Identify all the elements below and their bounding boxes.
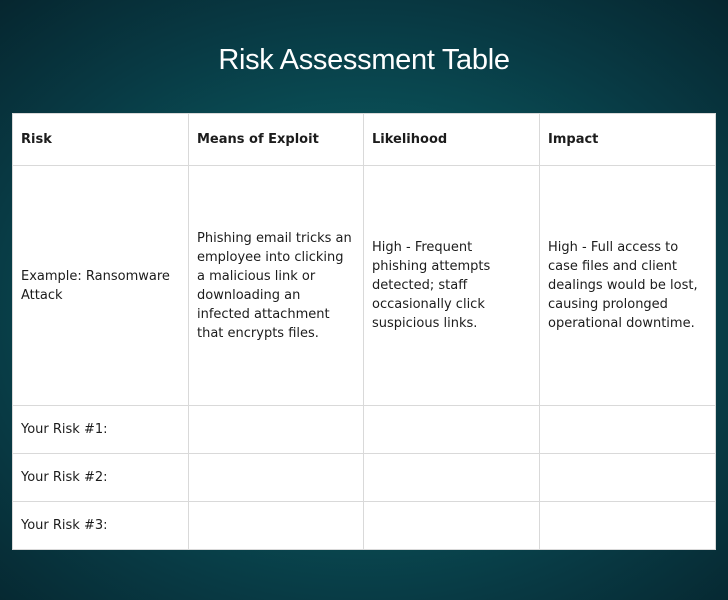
- table-row: [13, 502, 716, 550]
- impact-cell[interactable]: [540, 502, 716, 550]
- risk-cell: Your Risk #3:: [13, 502, 189, 550]
- means-cell[interactable]: [189, 502, 364, 550]
- risk-assessment-table: [12, 113, 716, 550]
- page-title: Risk Assessment Table: [218, 44, 510, 76]
- example-risk-cell: Example: Ransomware Attack: [13, 166, 189, 406]
- impact-cell[interactable]: [540, 406, 716, 454]
- risk-cell: Your Risk #1:: [13, 406, 189, 454]
- header-impact: Impact: [540, 114, 716, 166]
- example-means-cell: Phishing email tricks an employee into clicking a malicious link or downloading an infected attachment that encrypts files.: [189, 166, 364, 406]
- table-row: [13, 454, 716, 502]
- table-header-row: [13, 114, 716, 166]
- likelihood-cell[interactable]: [364, 454, 540, 502]
- table-row: [13, 406, 716, 454]
- likelihood-cell[interactable]: [364, 406, 540, 454]
- example-impact-cell: High - Full access to case files and client dealings would be lost, causing prolonged operational downtime.: [540, 166, 716, 406]
- header-likelihood: Likelihood: [364, 114, 540, 166]
- header-risk: Risk: [13, 114, 189, 166]
- header-means-of-exploit: Means of Exploit: [189, 114, 364, 166]
- impact-cell[interactable]: [540, 454, 716, 502]
- example-row: [13, 166, 716, 406]
- means-cell[interactable]: [189, 406, 364, 454]
- likelihood-cell[interactable]: [364, 502, 540, 550]
- risk-cell: Your Risk #2:: [13, 454, 189, 502]
- example-likelihood-cell: High - Frequent phishing attempts detected; staff occasionally click suspicious links.: [364, 166, 540, 406]
- means-cell[interactable]: [189, 454, 364, 502]
